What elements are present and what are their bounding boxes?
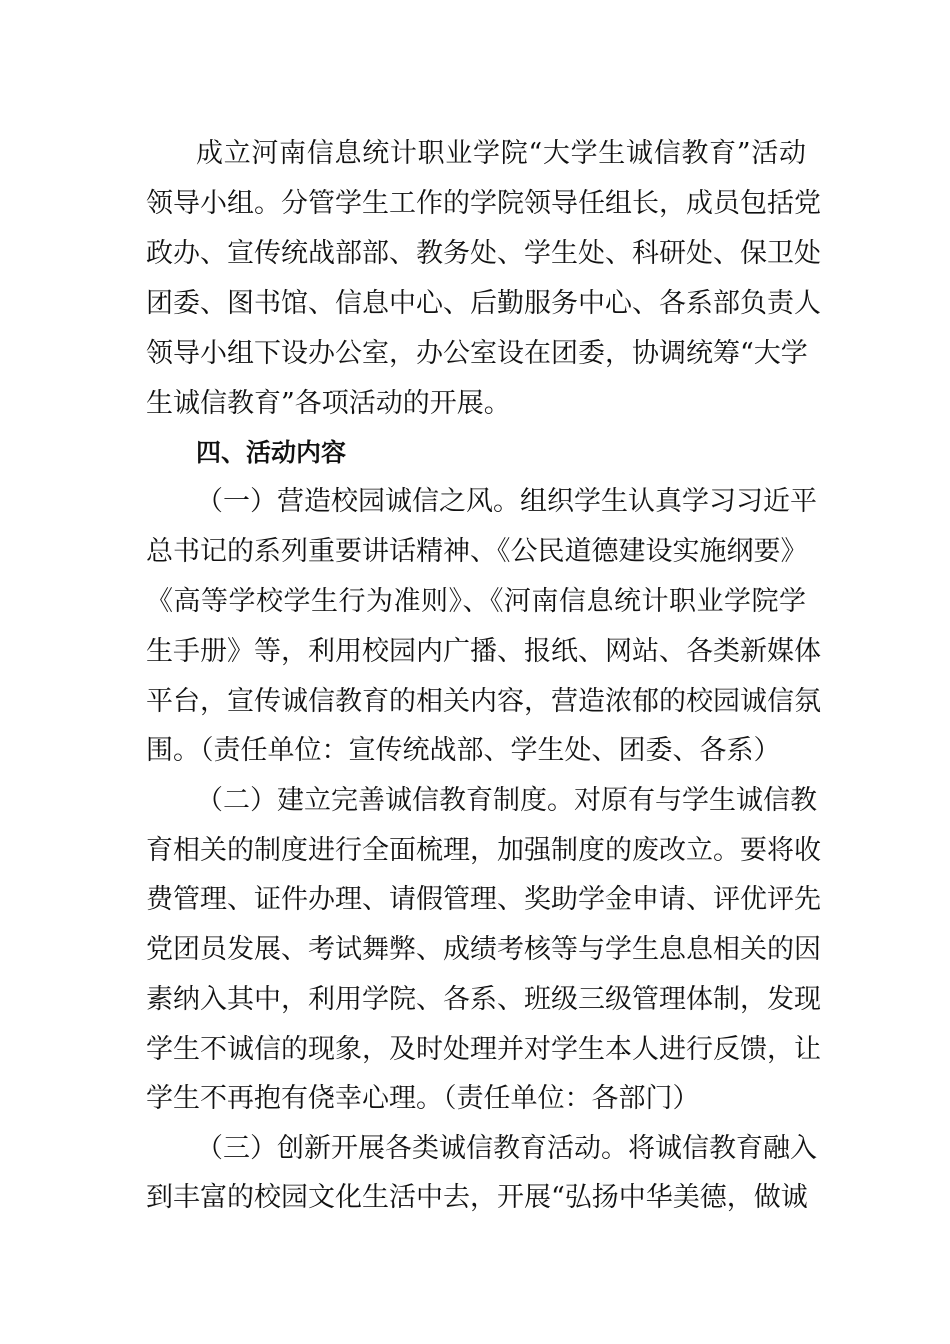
item-line: 素纳入其中，利用学院、各系、班级三级管理体制，发现 xyxy=(146,984,821,1015)
item-line: 费管理、证件办理、请假管理、奖助学金申请、评优评先 xyxy=(146,884,821,915)
paragraph-line: 团委、图书馆、信息中心、后勤服务中心、各系部负责人 xyxy=(146,288,821,319)
item-line: 围。（责任单位：宣传统战部、学生处、团委、各系） xyxy=(146,735,781,766)
paragraph-line: 领导小组下设办公室，办公室设在团委，协调统筹“大学 xyxy=(146,338,808,369)
item-line: 生手册》等，利用校园内广播、报纸、网站、各类新媒体 xyxy=(146,636,821,667)
item-line: 到丰富的校园文化生活中去，开展“弘扬中华美德，做诚 xyxy=(146,1182,808,1213)
item-line: （一）营造校园诚信之风。组织学生认真学习习近平 xyxy=(196,486,817,517)
item-line: 总书记的系列重要讲话精神、《公民道德建设实施纲要》 xyxy=(146,536,808,567)
item-line: （三）创新开展各类诚信教育活动。将诚信教育融入 xyxy=(196,1133,817,1164)
paragraph-line: 成立河南信息统计职业学院“大学生诚信教育”活动 xyxy=(196,138,806,169)
section-heading: 四、活动内容 xyxy=(196,438,347,467)
item-line: 学生不诚信的现象，及时处理并对学生本人进行反馈，让 xyxy=(146,1034,821,1065)
item-line: 《高等学校学生行为准则》、《河南信息统计职业学院学 xyxy=(146,586,806,617)
item-line: 平台，宣传诚信教育的相关内容，营造浓郁的校园诚信氛 xyxy=(146,686,821,717)
paragraph-line: 生诚信教育”各项活动的开展。 xyxy=(146,388,511,419)
item-line: 学生不再抱有侥幸心理。（责任单位：各部门） xyxy=(146,1083,700,1114)
paragraph-line: 政办、宣传统战部部、教务处、学生处、科研处、保卫处 xyxy=(146,238,821,269)
item-line: 育相关的制度进行全面梳理，加强制度的废改立。要将收 xyxy=(146,835,821,866)
paragraph-line: 领导小组。分管学生工作的学院领导任组长，成员包括党 xyxy=(146,188,821,219)
item-line: （二）建立完善诚信教育制度。对原有与学生诚信教 xyxy=(196,785,817,816)
item-line: 党团员发展、考试舞弊、成绩考核等与学生息息相关的因 xyxy=(146,934,821,965)
